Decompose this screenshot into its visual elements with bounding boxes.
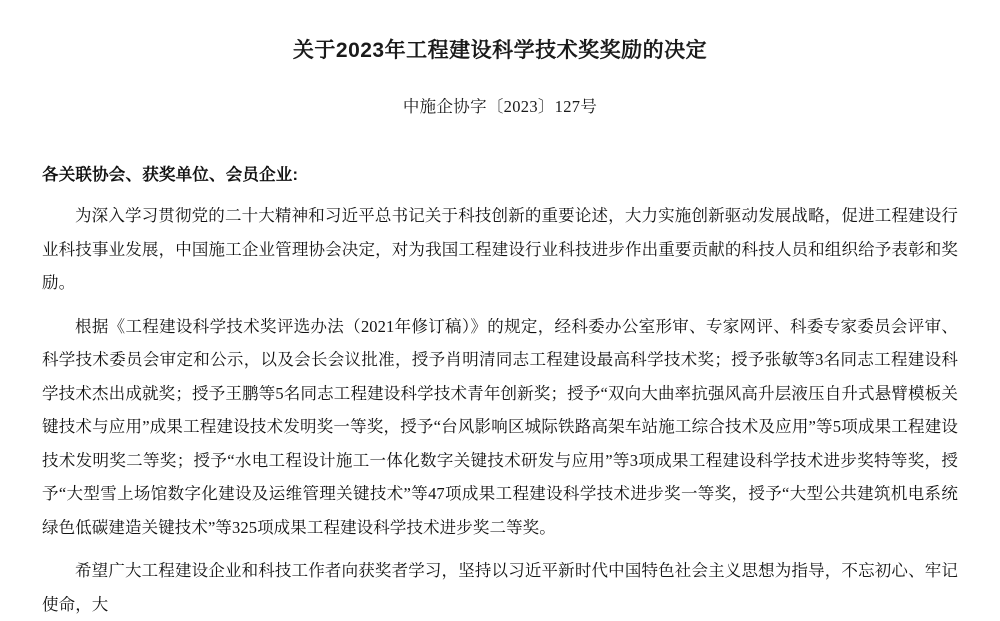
- page-title: 关于2023年工程建设科学技术奖奖励的决定: [292, 39, 708, 62]
- body-paragraph-2: 根据《工程建设科学技术奖评选办法（2021年修订稿）》的规定，经科委办公室形审、专家网评、科委专家委员会评审、科学技术委员会审定和公示，以及会长会议批准，授予肖明清同志工程建设最高科学技术奖；授予张敏等3名同志工程建设科学技术杰出成就奖；授予王鹏等5名同志工程建设科学技术青年创新奖；授予“双向大曲率抗强风高升层液压自升式悬臂模板关键技术与应用”成果工程建设技术发明奖一等奖，授予“台风影响区城际铁路高架车站施工综合技术及应用”等5项成果工程建设技术发明奖二等奖；授予“水电工程设计施工一体化数字关键技术研发与应用”等3项成果工程建设科学技术进步奖特等奖，授予“大型雪上场馆数字化建设及运维管理关键技术”等47项成果工程建设科学技术进步奖一等奖，授予“大型公共建筑机电系统绿色低碳建造关键技术”等325项成果工程建设科学技术进步奖二等奖。: [42, 316, 958, 537]
- body-paragraph-3: 希望广大工程建设企业和科技工作者向获奖者学习，坚持以习近平新时代中国特色社会主义思想为指导，不忘初心、牢记使命，大: [42, 561, 958, 614]
- document-number: 中施企协字〔2023〕127号: [402, 97, 598, 117]
- salutation: 各关联协会、获奖单位、会员企业:: [42, 166, 299, 185]
- body-paragraph-1: 为深入学习贯彻党的二十大精神和习近平总书记关于科技创新的重要论述，大力实施创新驱动发展战略，促进工程建设行业科技事业发展，中国施工企业管理协会决定，对为我国工程建设行业科技进步作出重要贡献的科技人员和组织给予表彰和奖励。: [42, 206, 958, 293]
